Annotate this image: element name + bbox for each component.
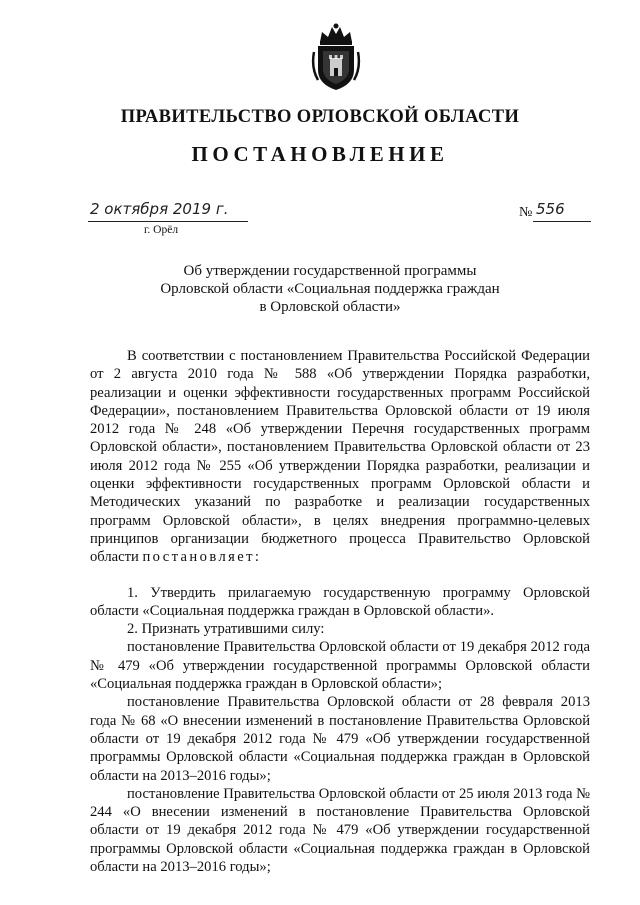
document-body (90, 347, 590, 876)
subject-line: Об утверждении государственной программы (183, 263, 477, 279)
document-type-title: ПОСТАНОВЛЕНИЕ (191, 142, 449, 166)
repeal-paragraph-2: постановление Правительства Орловской области от 28 февраля 2013 года № 68 «О внесении изменений в постановление Правительства Орловской области от 19 декабря 2012 года № 479 «Об утверждении государственной программы Орловской области «Социальная поддержка граждан в Орловской области на 2013–2016 годы»; (90, 694, 590, 784)
document-date: 2 октября 2019 г. (90, 200, 229, 218)
subject-line: Орловской области «Социальная поддержка граждан (160, 281, 500, 297)
document-city: г. Орёл (144, 224, 179, 236)
number-underline (533, 221, 591, 222)
document-number: 556 (536, 200, 565, 218)
preamble-paragraph (90, 347, 590, 567)
repeal-paragraph-3: постановление Правительства Орловской области от 25 июля 2013 года № 244 «О внесении изменений в постановление Правительства Орловской области от 19 декабря 2012 года № 479 «Об утверждении государственной программы Орловской области «Социальная поддержка граждан в Орловской области на 2013–2016 годы»; (90, 785, 590, 876)
coat-of-arms-icon (310, 22, 362, 92)
government-title: ПРАВИТЕЛЬСТВО ОРЛОВСКОЙ ОБЛАСТИ (120, 107, 520, 127)
decree-word: постановляет: (142, 549, 262, 566)
document-subject (150, 262, 510, 316)
subject-line: в Орловской области» (259, 299, 401, 315)
repeal-paragraph-1: постановление Правительства Орловской области от 19 декабря 2012 года № 479 «Об утверждении государственной программы Орловской области «Социальная поддержка граждан в Орловской области»; (90, 639, 590, 693)
date-underline (88, 221, 248, 222)
number-label: № (519, 205, 533, 220)
item-2-paragraph: 2. Признать утратившими силу: (127, 621, 325, 638)
preamble-text: В соответствии с постановлением Правительства Российской Федерации от 2 августа 2010 года № 588 «Об утверждении Порядка разработки, реализации и оценки эффективности государственных программ Российской Федерации», постановлением Правительства Орловской области от 19 июля 2012 года № 248 «Об утверждении Перечня государственных программ Орловской области», постановлением Правительства Орловской области от 23 июля 2012 года № 255 «Об утверждении Порядка разработки, реализации и оценки эффективности государственных программ Орловской области и Методических указаний по разработке и реализации государственных программ Орловской области», в целях внедрения программно-целевых принципов организации бюджетного процесса Правительство Орловской области (90, 348, 590, 566)
item-1-paragraph: 1. Утвердить прилагаемую государственную программу Орловской области «Социальная поддержка граждан в Орловской области». (90, 584, 590, 619)
